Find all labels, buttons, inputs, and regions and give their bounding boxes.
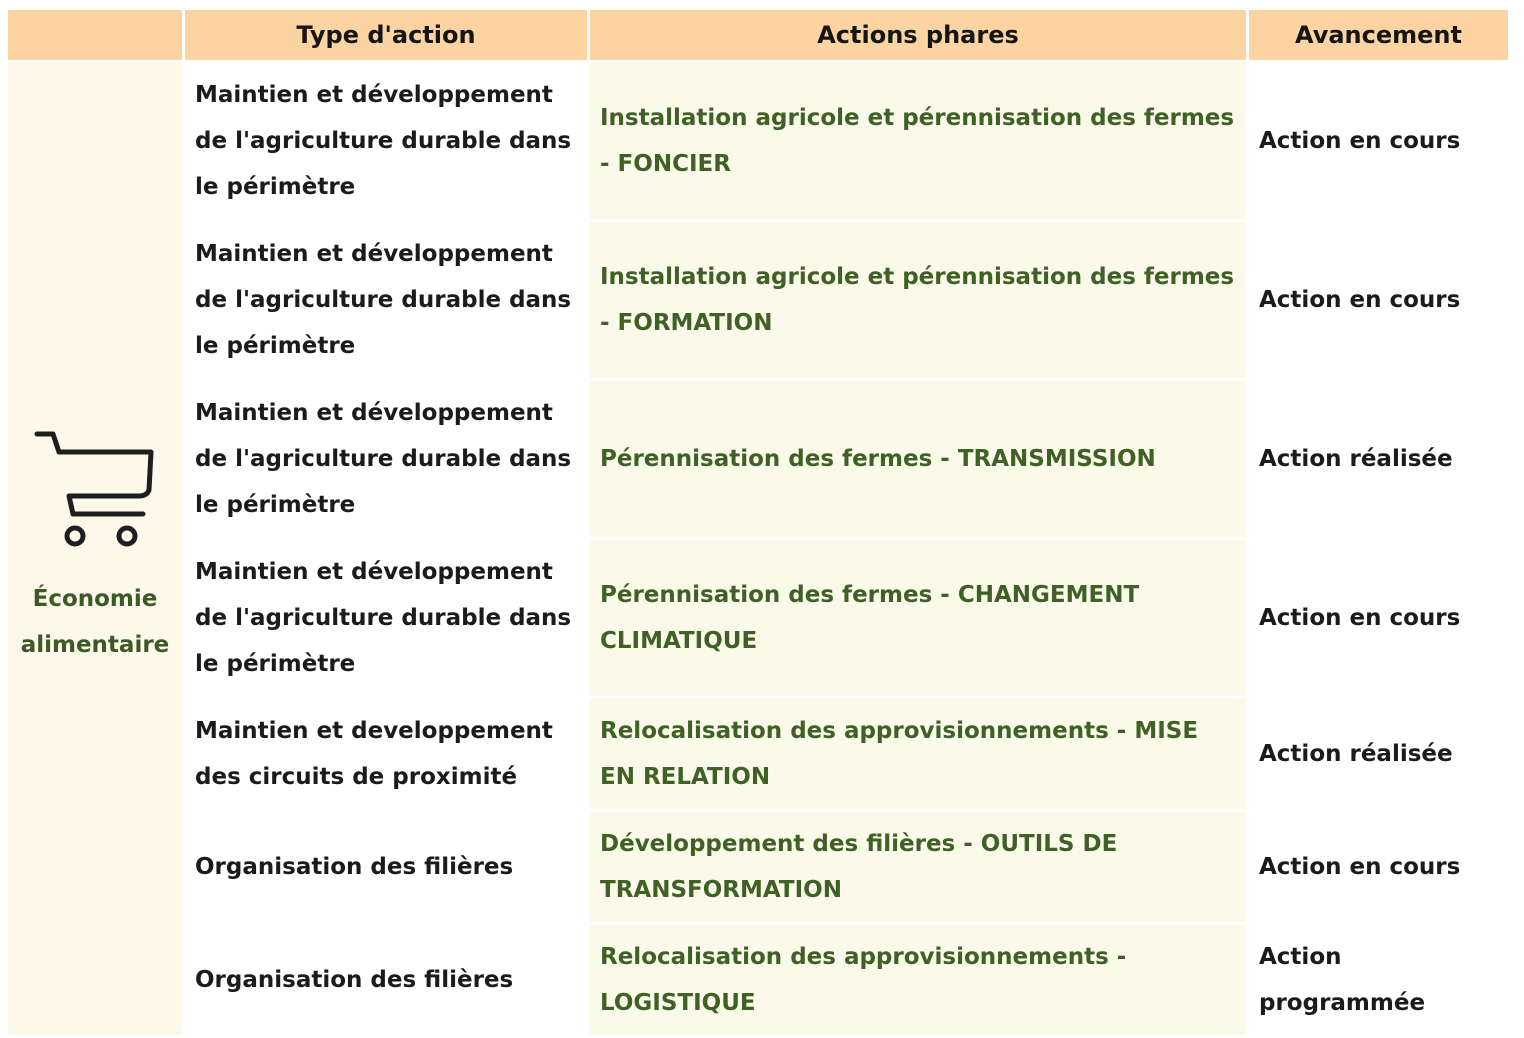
action-status-cell: Action en cours [1249,222,1508,378]
header-avancement: Avancement [1249,10,1508,60]
action-phare-link[interactable]: Relocalisation des approvisionnements - MISE EN RELATION [590,699,1246,809]
theme-label[interactable]: Économie alimentaire [20,586,170,658]
action-type-cell: Organisation des filières [185,925,587,1035]
action-type-cell: Maintien et développement de l'agriculture durable dans le périmètre [185,222,587,378]
header-theme [8,10,182,60]
action-type-cell: Maintien et developpement des circuits de proximité [185,699,587,809]
table-row [8,812,1508,922]
table-row [8,540,1508,696]
action-status-cell: Action en cours [1249,812,1508,922]
action-type-cell: Maintien et développement de l'agriculture durable dans le périmètre [185,540,587,696]
action-phare-link[interactable]: Développement des filières - OUTILS DE TRANSFORMATION [590,812,1246,922]
action-phare-link[interactable]: Relocalisation des approvisionnements - LOGISTIQUE [590,925,1246,1035]
action-type-cell: Maintien et développement de l'agriculture durable dans le périmètre [185,381,587,537]
action-status-cell: Action programmée [1249,925,1508,1035]
action-status-cell: Action en cours [1249,540,1508,696]
action-status-cell: Action en cours [1249,63,1508,219]
action-phare-link[interactable]: Pérennisation des fermes - CHANGEMENT CLIMATIQUE [590,540,1246,696]
table-row [8,699,1508,809]
table-row [8,222,1508,378]
action-phare-link[interactable]: Pérennisation des fermes - TRANSMISSION [590,381,1246,537]
actions-table [5,7,1511,1038]
table-row [8,381,1508,537]
action-status-cell: Action réalisée [1249,381,1508,537]
table-header-row [8,10,1508,60]
table-row [8,925,1508,1035]
action-phare-link[interactable]: Installation agricole et pérennisation des fermes - FONCIER [590,63,1246,219]
action-type-cell: Organisation des filières [185,812,587,922]
actions-table-container [8,10,1508,1038]
header-type-action: Type d'action [185,10,587,60]
theme-cell [8,63,182,1035]
table-row [8,63,1508,219]
action-phare-link[interactable]: Installation agricole et pérennisation des fermes - FORMATION [590,222,1246,378]
action-type-cell: Maintien et développement de l'agriculture durable dans le périmètre [185,63,587,219]
shopping-cart-icon [33,430,157,550]
header-actions-phares: Actions phares [590,10,1246,60]
action-status-cell: Action réalisée [1249,699,1508,809]
